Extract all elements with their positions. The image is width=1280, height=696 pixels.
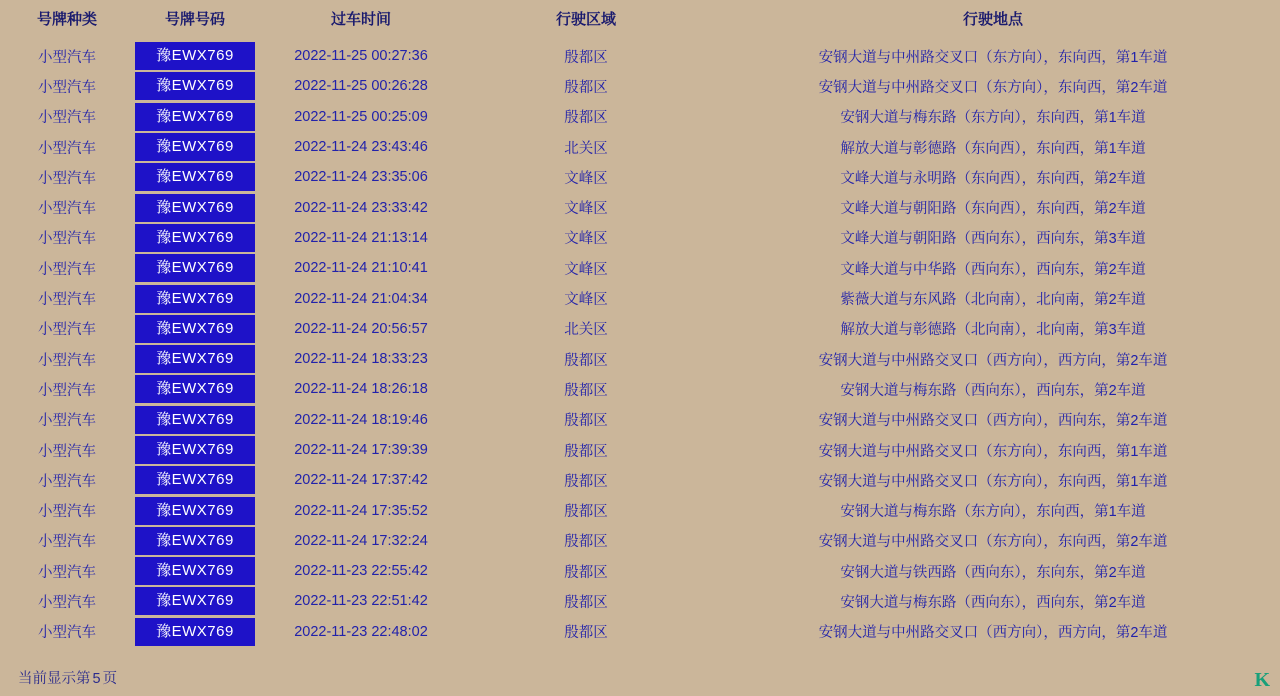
pagination-status <box>18 667 117 688</box>
cell-plate-number <box>134 526 256 556</box>
cell-plate-number <box>134 71 256 101</box>
cell-plate-number <box>134 586 256 616</box>
cell-drive-place: 安钢大道与中州路交叉口（东方向），东向西，第1车道 <box>818 49 1168 66</box>
plate-badge: 豫EWX769 <box>135 527 255 555</box>
table-header <box>0 0 1280 41</box>
cell-pass-time: 2022-11-24 17:37:42 <box>294 472 428 489</box>
plate-badge: 豫EWX769 <box>135 42 255 70</box>
cell-pass-time: 2022-11-23 22:48:02 <box>294 623 428 640</box>
table-row[interactable] <box>0 253 1280 283</box>
cell-plate-number <box>134 374 256 404</box>
plate-badge: 豫EWX769 <box>135 618 255 646</box>
cell-drive-place: 解放大道与彰德路（东向西），东向西，第1车道 <box>840 140 1146 157</box>
cell-drive-place: 文峰大道与永明路（东向西），东向西，第2车道 <box>840 170 1146 187</box>
cell-drive-place: 安钢大道与中州路交叉口（东方向），东向西，第2车道 <box>818 534 1168 551</box>
cell-pass-time: 2022-11-24 18:33:23 <box>294 351 428 368</box>
table-row[interactable] <box>0 71 1280 101</box>
table-row[interactable] <box>0 344 1280 374</box>
cell-drive-place: 文峰大道与中华路（西向东），西向东，第2车道 <box>840 261 1146 278</box>
cell-drive-place: 解放大道与彰德路（北向南），北向南，第3车道 <box>840 322 1146 339</box>
cell-drive-place: 文峰大道与朝阳路（东向西），东向西，第2车道 <box>840 201 1146 218</box>
cell-plate-type: 小型汽车 <box>38 473 96 490</box>
table-row[interactable] <box>0 192 1280 222</box>
cell-plate-type: 小型汽车 <box>38 504 96 521</box>
cell-pass-time: 2022-11-23 22:55:42 <box>294 563 428 580</box>
table-row[interactable] <box>0 465 1280 495</box>
cell-drive-place: 安钢大道与中州路交叉口（西方向），西方向，第2车道 <box>818 625 1168 642</box>
cell-drive-area: 殷都区 <box>564 352 608 369</box>
cell-drive-area: 殷都区 <box>564 564 608 581</box>
cell-plate-type: 小型汽车 <box>38 201 96 218</box>
table-body <box>0 41 1280 647</box>
cell-pass-time: 2022-11-24 21:13:14 <box>294 229 428 246</box>
table-row[interactable] <box>0 132 1280 162</box>
cell-pass-time: 2022-11-25 00:25:09 <box>294 108 428 125</box>
table-row[interactable] <box>0 405 1280 435</box>
plate-badge: 豫EWX769 <box>135 103 255 131</box>
column-header-plate-number: 号牌号码 <box>164 11 225 28</box>
cell-drive-place: 文峰大道与朝阳路（西向东），西向东，第3车道 <box>840 231 1146 248</box>
cell-plate-number <box>134 132 256 162</box>
cell-plate-number <box>134 102 256 132</box>
cell-drive-area: 殷都区 <box>564 413 608 430</box>
cell-drive-area: 北关区 <box>564 140 608 157</box>
plate-badge: 豫EWX769 <box>135 285 255 313</box>
cell-drive-area: 殷都区 <box>564 534 608 551</box>
plate-badge: 豫EWX769 <box>135 375 255 403</box>
cell-plate-type: 小型汽车 <box>38 231 96 248</box>
plate-badge: 豫EWX769 <box>135 406 255 434</box>
plate-badge: 豫EWX769 <box>135 345 255 373</box>
cell-plate-type: 小型汽车 <box>38 49 96 66</box>
column-header-drive-place: 行驶地点 <box>962 11 1023 28</box>
cell-plate-type: 小型汽车 <box>38 261 96 278</box>
cell-plate-number <box>134 405 256 435</box>
plate-badge: 豫EWX769 <box>135 315 255 343</box>
cell-plate-type: 小型汽车 <box>38 413 96 430</box>
cell-pass-time: 2022-11-24 17:32:24 <box>294 532 428 549</box>
cell-pass-time: 2022-11-24 18:26:18 <box>294 381 428 398</box>
cell-plate-number <box>134 465 256 495</box>
cell-drive-area: 殷都区 <box>564 473 608 490</box>
cell-drive-area: 殷都区 <box>564 382 608 399</box>
cell-drive-place: 安钢大道与梅东路（东方向），东向西，第1车道 <box>840 110 1146 127</box>
cell-drive-place: 安钢大道与中州路交叉口（东方向），东向西，第1车道 <box>818 443 1168 460</box>
plate-badge: 豫EWX769 <box>135 72 255 100</box>
cell-drive-area: 殷都区 <box>564 443 608 460</box>
watermark-logo: K <box>1254 669 1270 691</box>
cell-drive-place: 安钢大道与梅东路（西向东），西向东，第2车道 <box>840 594 1146 611</box>
cell-plate-type: 小型汽车 <box>38 594 96 611</box>
table-row[interactable] <box>0 283 1280 313</box>
cell-plate-number <box>134 41 256 71</box>
table-row[interactable] <box>0 162 1280 192</box>
cell-plate-type: 小型汽车 <box>38 534 96 551</box>
plate-badge: 豫EWX769 <box>135 557 255 585</box>
cell-plate-type: 小型汽车 <box>38 443 96 460</box>
table-row[interactable] <box>0 41 1280 71</box>
column-header-pass-time: 过车时间 <box>330 11 391 28</box>
plate-badge: 豫EWX769 <box>135 254 255 282</box>
cell-plate-number <box>134 253 256 283</box>
column-header-plate-type: 号牌种类 <box>36 11 97 28</box>
cell-plate-number <box>134 162 256 192</box>
cell-pass-time: 2022-11-24 23:43:46 <box>294 139 428 156</box>
cell-plate-number <box>134 344 256 374</box>
table-row[interactable] <box>0 556 1280 586</box>
cell-plate-type: 小型汽车 <box>38 79 96 96</box>
cell-plate-type: 小型汽车 <box>38 382 96 399</box>
cell-drive-place: 紫薇大道与东风路（北向南），北向南，第2车道 <box>840 292 1146 309</box>
pagination-suffix: 页 <box>102 671 118 687</box>
plate-badge: 豫EWX769 <box>135 194 255 222</box>
cell-drive-place: 安钢大道与中州路交叉口（西方向），西方向，第2车道 <box>818 352 1168 369</box>
cell-drive-area: 殷都区 <box>564 110 608 127</box>
cell-plate-type: 小型汽车 <box>38 352 96 369</box>
cell-drive-area: 文峰区 <box>564 170 608 187</box>
cell-drive-area: 文峰区 <box>564 292 608 309</box>
cell-plate-type: 小型汽车 <box>38 625 96 642</box>
cell-pass-time: 2022-11-25 00:26:28 <box>294 78 428 95</box>
table-row[interactable] <box>0 586 1280 616</box>
table-row[interactable] <box>0 102 1280 132</box>
table-header-row <box>0 0 1280 41</box>
cell-drive-area: 殷都区 <box>564 79 608 96</box>
table-row[interactable] <box>0 223 1280 253</box>
cell-plate-number <box>134 556 256 586</box>
table-row[interactable] <box>0 374 1280 404</box>
table-row[interactable] <box>0 495 1280 525</box>
cell-drive-area: 殷都区 <box>564 504 608 521</box>
table-row[interactable] <box>0 314 1280 344</box>
cell-plate-number <box>134 223 256 253</box>
cell-pass-time: 2022-11-24 23:33:42 <box>294 199 428 216</box>
cell-plate-number <box>134 435 256 465</box>
cell-drive-area: 文峰区 <box>564 201 608 218</box>
table-row[interactable] <box>0 435 1280 465</box>
cell-pass-time: 2022-11-24 23:35:06 <box>294 169 428 186</box>
column-header-drive-area: 行驶区域 <box>555 11 616 28</box>
cell-pass-time: 2022-11-24 17:39:39 <box>294 442 428 458</box>
cell-pass-time: 2022-11-24 20:56:57 <box>294 320 428 337</box>
cell-drive-area: 文峰区 <box>564 231 608 248</box>
cell-drive-place: 安钢大道与中州路交叉口（东方向），东向西，第2车道 <box>818 79 1168 96</box>
cell-plate-type: 小型汽车 <box>38 170 96 187</box>
cell-plate-type: 小型汽车 <box>38 322 96 339</box>
cell-drive-place: 安钢大道与中州路交叉口（西方向），西向东，第2车道 <box>818 413 1168 430</box>
cell-pass-time: 2022-11-23 22:51:42 <box>294 593 428 610</box>
plate-badge: 豫EWX769 <box>135 224 255 252</box>
table-row[interactable] <box>0 526 1280 556</box>
cell-plate-type: 小型汽车 <box>38 292 96 309</box>
cell-drive-area: 殷都区 <box>564 594 608 611</box>
plate-badge: 豫EWX769 <box>135 163 255 191</box>
table-row[interactable] <box>0 617 1280 647</box>
plate-badge: 豫EWX769 <box>135 587 255 615</box>
cell-pass-time: 2022-11-24 18:19:46 <box>294 411 428 428</box>
cell-plate-number <box>134 283 256 313</box>
cell-pass-time: 2022-11-24 17:35:52 <box>294 502 428 519</box>
cell-plate-type: 小型汽车 <box>38 564 96 581</box>
cell-plate-number <box>134 314 256 344</box>
plate-badge: 豫EWX769 <box>135 466 255 494</box>
cell-drive-place: 安钢大道与中州路交叉口（东方向），东向西，第1车道 <box>818 473 1168 490</box>
cell-pass-time: 2022-11-24 21:10:41 <box>294 260 428 277</box>
cell-drive-place: 安钢大道与梅东路（西向东），西向东，第2车道 <box>840 382 1146 399</box>
cell-pass-time: 2022-11-25 00:27:36 <box>294 48 428 65</box>
cell-drive-area: 殷都区 <box>564 49 608 66</box>
pagination-page-number: 5 <box>92 671 101 687</box>
cell-drive-area: 殷都区 <box>564 625 608 642</box>
cell-plate-type: 小型汽车 <box>38 140 96 157</box>
cell-plate-number <box>134 495 256 525</box>
cell-drive-place: 安钢大道与梅东路（东方向），东向西，第1车道 <box>840 504 1146 521</box>
plate-badge: 豫EWX769 <box>135 497 255 525</box>
cell-pass-time: 2022-11-24 21:04:34 <box>294 290 428 307</box>
cell-drive-place: 安钢大道与铁西路（西向东），东向东，第2车道 <box>840 564 1146 581</box>
cell-plate-type: 小型汽车 <box>38 110 96 127</box>
cell-plate-number <box>134 617 256 647</box>
cell-plate-number <box>134 192 256 222</box>
plate-badge: 豫EWX769 <box>135 436 255 464</box>
cell-drive-area: 文峰区 <box>564 261 608 278</box>
plate-badge: 豫EWX769 <box>135 133 255 161</box>
pagination-prefix: 当前显示第 <box>18 671 91 687</box>
cell-drive-area: 北关区 <box>564 322 608 339</box>
